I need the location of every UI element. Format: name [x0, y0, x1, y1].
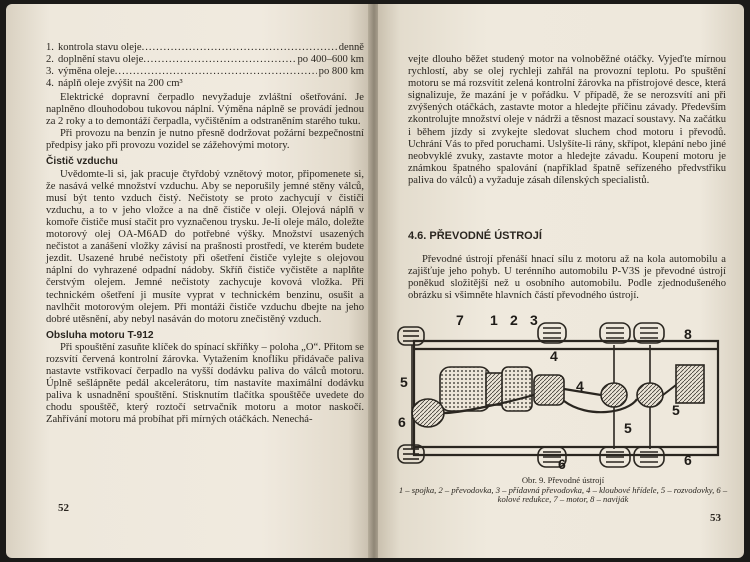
callout-label: 4: [550, 348, 558, 364]
list-item: 4. náplň oleje zvýšit na 200 cm³: [46, 78, 183, 90]
callout-label: 5: [400, 374, 408, 390]
page-number-right: 53: [710, 512, 721, 524]
engine: [440, 367, 490, 411]
list-item: 2. doplnění stavu oleje ..... po 400–600 km: [46, 54, 364, 66]
paragraph: Při provozu na benzín je nutno přesně dodržovat požární bezpečnostní předpisy jako při provozu vozidel se zážehovými motory.: [46, 128, 364, 152]
section-intro: [408, 254, 726, 302]
left-body-text: [46, 92, 364, 427]
callout-label: 8: [684, 326, 692, 342]
heading-engine-operation: Obsluha motoru T-912: [46, 329, 154, 341]
paragraph: Při spouštění zasuňte klíček do spínací skříňky – poloha „O“. Přitom se rozsvítí červená kontrolní žárovka. Vytažením knoflíku přidávače paliva nastavte vstřikovací čerpadlo na vyšší dodávku paliva do válců motoru. Úplně sešlápněte pedál akcelerátoru, tím nastavíte maximální dodávku paliva k usnadnění spouštění. Stisknutím tlačítka spouštěče uvedete do chodu spouštěč, který roztočí setrvačník motoru a motor naskočí. Zahřívání motoru má probíhat při mírných otáčkách. Nenechá-: [46, 341, 364, 426]
section-title: 4.6. PŘEVODNÉ ÚSTROJÍ: [408, 230, 542, 242]
callout-label: 7: [456, 312, 464, 328]
list-item: 3. výměna oleje ..... po 800 km: [46, 66, 364, 78]
paragraph: Elektrické dopravní čerpadlo nevyžaduje zvláštní ošetřování. Je naplněno dlouhodobou tukovou náplní. Výměna náplně se provádí jednou za 2 roky a to demontáží čerpadla, vyčištěním a odstraněním starého tuku.: [46, 92, 364, 128]
heading-air-filter: Čistič vzduchu: [46, 156, 118, 168]
callout-label: 6: [558, 456, 566, 472]
callout-label: 6: [684, 452, 692, 468]
left-page: [6, 4, 370, 558]
right-page: [378, 4, 744, 558]
maintenance-list: [46, 42, 364, 90]
drivetrain-diagram: [388, 309, 738, 477]
front-differential: [412, 399, 444, 427]
wheel: [600, 447, 630, 467]
rear-differential: [637, 383, 663, 407]
page-number-left: 52: [58, 502, 69, 514]
callout-label: 5: [624, 420, 632, 436]
callout-label: 2: [510, 312, 518, 328]
wheel: [398, 327, 424, 345]
book-spread: [6, 4, 744, 558]
callout-label: 5: [672, 402, 680, 418]
wheel: [634, 447, 664, 467]
drivetrain-parts: [412, 345, 704, 449]
transfer-case: [534, 375, 564, 405]
list-item: 1. kontrola stavu oleje ..... denně: [46, 42, 364, 54]
winch: [676, 365, 704, 403]
callout-label: 1: [490, 312, 498, 328]
callout-label: 4: [576, 378, 584, 394]
callout-label: 6: [398, 414, 406, 430]
paragraph: vejte dlouho běžet studený motor na volnoběžné otáčky. Vyjeďte mírnou rychlostí, aby se olej rychleji zahřál na provozní teplotu. Po spuštění motoru se má rozsvítit zelená kontrolní žárovka na přístrojové desce, která signalizuje, že mazání je v pořádku. V případě, že se nerozsvítí ani při zvýšených otáčkách, zastavte motor a hledejte příčinu závady. Především zkontrolujte množství oleje v nádrži a těsnost mazací soustavy. Na začátku i během jízdy si zvykejte sledovat sluchem chod motoru i převodů. Uchrání Vás to před poruchami. Uslyšíte-li rány, skřípot, klepání nebo jiné neobvyklé zvuky, zastavte motor a hledejte závadu. Koupení motoru je známkou špatného spalování (například špatně seřízeného předvstřiku paliva do válců) a vyžaduje zásah dílenských specialistů.: [408, 54, 726, 186]
callout-label: 3: [530, 312, 538, 328]
middle-differential: [601, 383, 627, 407]
paragraph: Převodné ústrojí přenáší hnací sílu z motoru až na kola automobilu a zajišťuje jeho pohyb. U terénního automobilu P-V3S je převodné ústrojí poněkud složitější než u osobního automobilu. Podle zjednodušeného obrázku si všimněte hlavních částí převodného ústrojí.: [408, 254, 726, 302]
figure-caption: [388, 476, 738, 505]
caption-title: Obr. 9. Převodné ústrojí: [521, 475, 605, 485]
section-block: [408, 230, 726, 242]
winch-shaft: [663, 385, 676, 395]
drivetrain-diagram-svg: [388, 309, 738, 477]
caption-legend: 1 – spojka, 2 – převodovka, 3 – přídavná převodovka, 4 – kloubové hřídele, 5 – rozvodovky, 6 – kolové redukce, 7 – motor, 8 – naviják: [398, 484, 728, 504]
paragraph: Uvědomte-li si, jak pracuje čtyřdobý vznětový motor, připomenete si, že nasává velké množství vzduchu. Aby se neporušily jemné stěny válců, musí být tento vzduch čistý. Nečistoty se proto zachycují v čističi vzduchu, a to v jeho vložce a na dně čističe v oleji. Olejová náplň v komoře čističe musí stačit pro vyznačenou trysku. Je-li oleje málo, doležte motorový olej OA-M6AD do potřebné výšky. Množství usazených nečistot a zanášení vložky závisí na prašnosti prostředí, ve kterém budete jezdit. Usazené hrubé nečistoty při ošetření čističe vylejte s olejovou náplní do vyhrazené odpadní nádoby. Skříň čističe vyčistěte a naplňte čerstvým olejem. Jemné nečistoty zachycuje kovová vložka. Při technickém ošetření ji musíte vyprat v technickém benzinu, osušit a navlhčit motorovým olejem. Při montáži čističe vzduchu dbejte na jeho dobré utěsnění, aby nebyl nasáván do motoru znečistěný vzduch.: [46, 168, 364, 325]
right-body-text: [408, 54, 726, 187]
gearbox: [502, 367, 532, 411]
